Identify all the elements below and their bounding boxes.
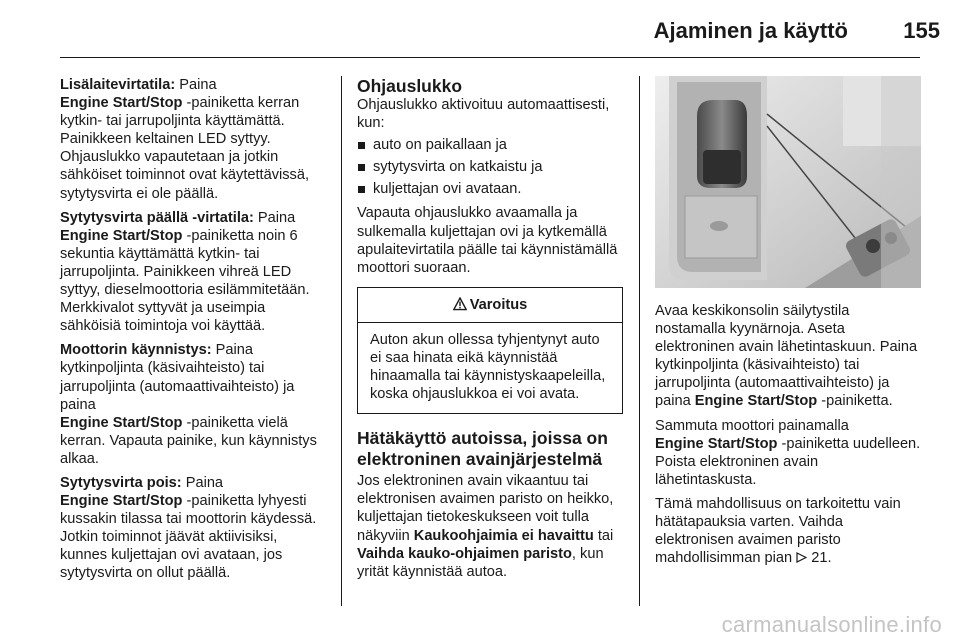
text: -painiketta. [817,393,893,410]
paragraph-accessory-mode [60,76,326,203]
text: Paina [181,474,224,491]
key-pocket-image [655,76,921,288]
button-name: Engine Start/Stop [60,95,183,112]
heading-emergency-operation: Hätäkäyttö autoissa, joissa on elektroninen avainjärjestelmä [357,428,608,470]
column-middle [357,76,623,587]
warning-header [358,288,622,323]
text: -painiketta noin 6 sekuntia käyttämättä kytkin- tai jarrupoljinta. Painikkeen vihreä LED syttyy, dieselmoottoria esilämmitetään. Merkkivalot syttyvät ja useimpia sähköisiä toimintoja voi käyttää. [60,227,310,335]
section-title: Ajaminen ja käyttö [653,18,848,43]
list-item: sytytysvirta on katkaistu ja [357,158,623,176]
button-name: Engine Start/Stop [60,414,183,431]
list-item: kuljettajan ovi avataan. [357,180,623,198]
page-reference-icon [796,552,807,563]
steering-lock-release: Vapauta ohjauslukko avaamalla ja sulkemalla kuljettajan ovi ja kytkemällä apulaitevirtatila päälle tai käynnistämällä moottori suoraan. [357,205,618,276]
text: . [827,550,832,567]
button-name: Engine Start/Stop [60,493,183,510]
text: -painiketta lyhyesti kussakin tilassa tai moottorin käydessä. Jotkin toiminnot jäävät aktiivisiksi, kunnes kuljettajan ovi avataan, jos sytytysvirta on ollut päällä. [60,493,317,582]
page-reference-link[interactable]: 21 [811,550,828,567]
column-left [60,76,326,589]
term-label: Sytytysvirta päällä -virtatila: [60,209,254,226]
warning-box [357,287,623,414]
text: Sammuta moottori painamalla [655,417,849,434]
page-number: 155 [903,18,940,43]
button-name: Engine Start/Stop [655,435,778,452]
text: Paina kytkinpoljinta (käsivaihteisto) tai jarrupoljinta (automaattivaihteisto) ja paina [60,342,295,413]
paragraph-emergency [357,472,623,581]
term-label: Moottorin käynnistys: [60,342,212,359]
text: Tämä mahdollisuus on tarkoitettu vain hätätapauksia varten. Vaihda elektronisen avaimen paristo mahdollisimman pian [655,495,901,567]
text: Jos elektroninen avain vikaantuu tai elektronisen avaimen paristo on heikko, kuljettajan tietokeskukseen voit tulla näkyviin [357,473,614,544]
paragraph-insert-key [655,302,921,411]
steering-lock-intro: Ohjauslukko aktivoituu automaattisesti, kun: [357,97,610,132]
warning-triangle-icon [453,297,467,311]
warning-title: Varoitus [469,296,528,313]
header-divider [60,57,920,58]
text: -painiketta kerran kytkin- tai jarrupoljinta käyttämättä. Painikkeen keltainen LED syttyy. Ohjauslukko vapautetaan ja jotkin sähköiset toiminnot ovat käytettävissä, sytytysvirta ei ole päällä. [60,95,310,202]
message-replace-battery: Vaihda kauko-ohjaimen paristo [357,545,572,562]
paragraph-engine-start [60,341,326,468]
column-right [655,76,921,573]
term-label: Sytytysvirta pois: [60,474,182,491]
term-label: Lisälaitevirtatila: [60,77,176,93]
text: , kun yrität käynnistää autoa. [357,545,604,580]
text: tai [593,527,614,544]
text: -painiketta uudelleen. Poista elektroninen avain lähetintaskusta. [655,435,921,488]
text: Paina [175,77,217,93]
text: Avaa keskikonsolin säilytystila nostamalla kyynärnoja. Aseta elektroninen avain lähetintaskuun. Paina kytkinpoljinta (käsivaihteisto) tai jarrupoljinta (automaattivaihteisto) ja paina [655,303,918,410]
button-name: Engine Start/Stop [694,393,818,410]
column-divider [341,76,342,606]
heading-steering-lock: Ohjauslukko [357,76,463,96]
list-item: auto on paikallaan ja [357,136,623,154]
text: Paina [253,209,296,226]
warning-text: Auton akun ollessa tyhjentynyt auto ei saa hinata eikä käynnistää hinaamalla tai käynnistyskaapeleilla, koska ohjauslukkoa ei voi avata. [370,331,606,403]
column-divider [639,76,640,606]
transmitter-pocket-illustration [655,76,921,288]
condition-list [357,136,623,198]
paragraph-ignition-off [60,474,326,583]
paragraph-stop-engine [655,417,921,489]
message-no-remote: Kaukoohjaimia ei havaittu [413,527,594,544]
paragraph-ignition-on [60,209,326,336]
button-name: Engine Start/Stop [60,227,183,244]
page-header [0,0,960,58]
text: -painiketta vielä kerran. Vapauta painike, kun käynnistys alkaa. [60,414,317,467]
paragraph-emergency-note [655,495,921,567]
watermark: carmanualsonline.info [721,612,942,637]
